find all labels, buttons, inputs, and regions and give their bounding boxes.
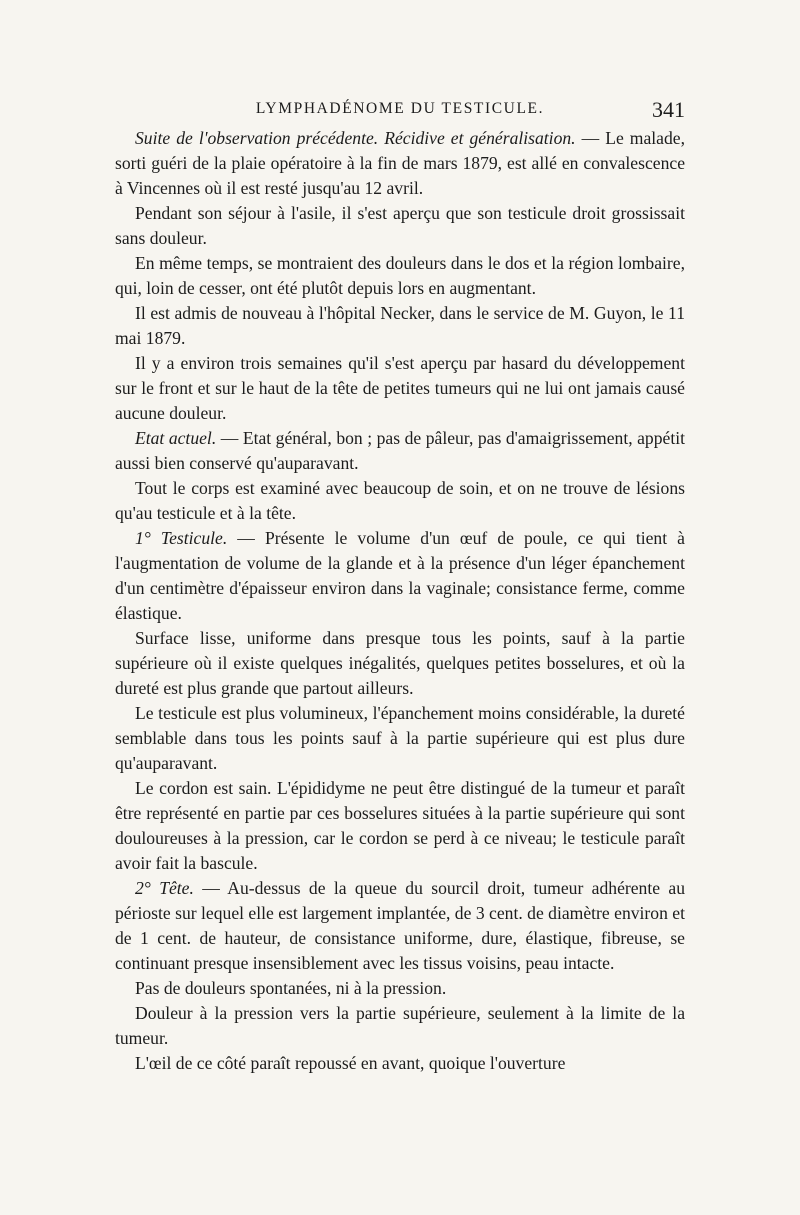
paragraph-lead: 2° Tête.	[135, 878, 194, 898]
paragraph-15	[115, 1051, 685, 1076]
paragraph-text: — Etat général, bon ; pas de pâleur, pas d'amaigrissement, appétit aussi bien conservé qu'auparavant.	[115, 428, 685, 473]
paragraph-12	[115, 876, 685, 976]
paragraph-13	[115, 976, 685, 1001]
paragraph-10	[115, 701, 685, 776]
paragraph-9	[115, 626, 685, 701]
paragraph-lead: Suite de l'observation précédente. Récidive et généralisation.	[135, 128, 576, 148]
paragraph-text: — Présente le volume d'un œuf de poule, ce qui tient à l'augmentation de volume de la glande et à la présence d'un léger épanchement d'un centimètre d'épaisseur environ dans la vaginale; consistance ferme, comme élastique.	[115, 528, 685, 623]
paragraph-11	[115, 776, 685, 876]
paragraph-2	[115, 201, 685, 251]
paragraph-6	[115, 426, 685, 476]
paragraph-text: — Au-dessus de la queue du sourcil droit, tumeur adhérente au périoste sur lequel elle est largement implantée, de 3 cent. de diamètre environ et de 1 cent. de hauteur, de consistance uniforme, dure, élastique, fibreuse, se continuant presque insensiblement avec les tissus voisins, peau intacte.	[115, 878, 686, 973]
running-head	[115, 97, 685, 123]
paragraph-14	[115, 1001, 685, 1051]
paragraph-text: Pendant son séjour à l'asile, il s'est aperçu que son testicule droit grossissait sans douleur.	[115, 203, 685, 248]
paragraph-4	[115, 301, 685, 351]
paragraph-text: Douleur à la pression vers la partie supérieure, seulement à la limite de la tumeur.	[115, 1003, 685, 1048]
paragraph-5	[115, 351, 685, 426]
paragraph-text: Le cordon est sain. L'épididyme ne peut être distingué de la tumeur et paraît être représenté en partie par ces bosselures situées à la partie supérieure qui sont douloureuses à la pression, car le cordon se perd à ce niveau; le testicule paraît avoir fait la bascule.	[115, 778, 685, 873]
paragraph-8	[115, 526, 685, 626]
paragraph-text: Pas de douleurs spontanées, ni à la pression.	[135, 978, 447, 998]
paragraph-text: Le testicule est plus volumineux, l'épanchement moins considérable, la dureté semblable dans tous les points sauf à la partie supérieure qui est plus dure qu'auparavant.	[115, 703, 685, 773]
paragraph-3	[115, 251, 685, 301]
paragraph-text: Il y a environ trois semaines qu'il s'est aperçu par hasard du développement sur le front et sur le haut de la tête de petites tumeurs qui ne lui ont jamais causé aucune douleur.	[115, 353, 685, 423]
paragraph-7	[115, 476, 685, 526]
paragraph-text: — Le malade, sorti guéri de la plaie opératoire à la fin de mars 1879, est allé en convalescence à Vincennes où il est resté jusqu'au 12 avril.	[115, 128, 685, 198]
paragraph-lead: Etat actuel.	[135, 428, 217, 448]
running-title: LYMPHADÉNOME DU TESTICULE.	[255, 100, 545, 117]
body-text	[115, 126, 685, 1076]
paragraph-lead: 1° Testicule.	[135, 528, 228, 548]
paragraph-text: Surface lisse, uniforme dans presque tous les points, sauf à la partie supérieure où il existe quelques inégalités, quelques petites bosselures, et où la dureté est plus grande que partout ailleurs.	[115, 628, 685, 698]
page-number: 341	[652, 97, 685, 122]
paragraph-text: L'œil de ce côté paraît repoussé en avant, quoique l'ouverture	[135, 1053, 566, 1073]
paragraph-1	[115, 126, 685, 201]
paragraph-text: Il est admis de nouveau à l'hôpital Necker, dans le service de M. Guyon, le 11 mai 1879.	[115, 303, 685, 348]
paragraph-text: Tout le corps est examiné avec beaucoup de soin, et on ne trouve de lésions qu'au testicule et à la tête.	[115, 478, 685, 523]
paragraph-text: En même temps, se montraient des douleurs dans le dos et la région lombaire, qui, loin de cesser, ont été plutôt depuis lors en augmentant.	[115, 253, 685, 298]
